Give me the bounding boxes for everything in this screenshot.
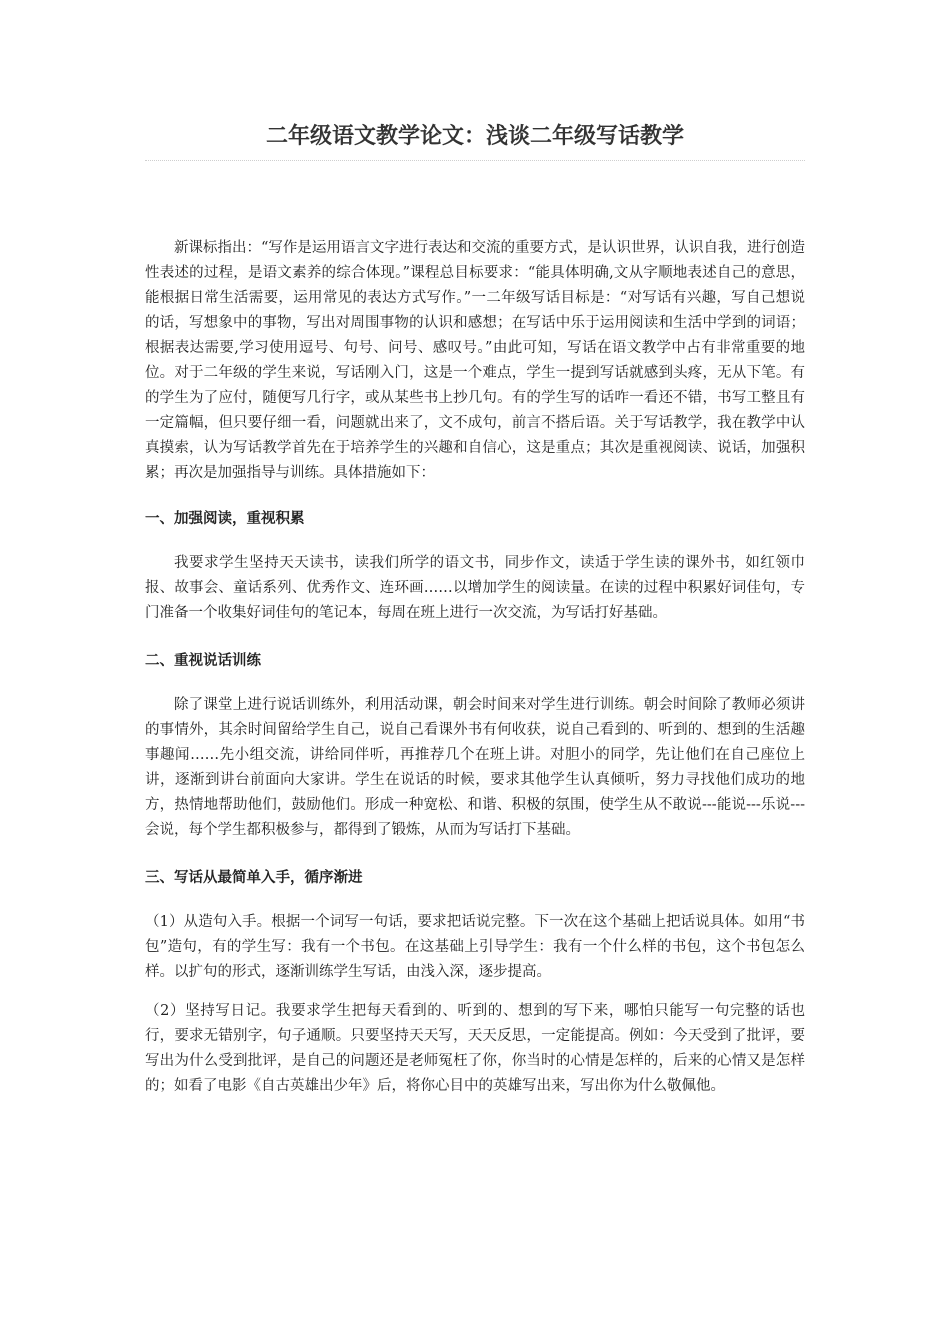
title-divider [145,160,805,161]
section-heading-1: 一、加强阅读，重视积累 [145,510,305,527]
intro-paragraph: 新课标指出：“写作是运用语言文字进行表达和交流的重要方式，是认识世界，认识自我，进行创造性表述的过程，是语文素养的综合体现。”课程总目标要求：“能具体明确,文从字顺地表述自己的意思，能根据日常生活需要，运用常见的表达方式写作。”一二年级写话目标是：“对写话有兴趣，写自己想说的话，写想象中的事物，写出对周围事物的认识和感想；在写话中乐于运用阅读和生活中学到的词语；根据表达需要,学习使用逗号、句号、问号、感叹号。”由此可知，写话在语文教学中占有非常重要的地位。对于二年级的学生来说，写话刚入门，这是一个难点，学生一提到写话就感到头疼，无从下笔。有的学生为了应付，随便写几行字，或从某些书上抄几句。有的学生写的话咋一看还不错，书写工整且有一定篇幅，但只要仔细一看，问题就出来了，文不成句，前言不搭后语。关于写话教学，我在教学中认真摸索，认为写话教学首先在于培养学生的兴趣和自信心，这是重点；其次是重视阅读、说话，加强积累；再次是加强指导与训练。具体措施如下： [145,240,805,481]
document-title: 二年级语文教学论文：浅谈二年级写话教学 [265,123,684,149]
section-3-paragraph-2: （2）坚持写日记。我要求学生把每天看到的、听到的、想到的写下来，哪怕只能写一句完整的话也行，要求无错别字，句子通顺。只要坚持天天写，天天反思，一定能提高。例如：今天受到了批评，要写出为什么受到批评，是自己的问题还是老师冤枉了你，你当时的心情是怎样的，后来的心情又是怎样的；如看了电影《自古英雄出少年》后，将你心目中的英雄写出来，写出你为什么敬佩他。 [145,1003,805,1094]
section-heading-2: 二、重视说话训练 [145,652,261,669]
document-body [145,236,805,1099]
section-2-paragraph-1: 除了课堂上进行说话训练外，利用活动课，朝会时间来对学生进行训练。朝会时间除了教师必须讲的事情外，其余时间留给学生自己，说自己看课外书有何收获，说自己看到的、听到的、想到的生活趣事趣闻……先小组交流，讲给同伴听，再推荐几个在班上讲。对胆小的同学，先让他们在自己座位上讲，逐渐到讲台前面向大家讲。学生在说话的时候，要求其他学生认真倾听，努力寻找他们成功的地方，热情地帮助他们，鼓励他们。形成一种宽松、和谐、积极的氛围，使学生从不敢说---能说---乐说---会说，每个学生都积极参与，都得到了锻炼，从而为写话打下基础。 [145,697,805,838]
section-1-paragraph-1: 我要求学生坚持天天读书，读我们所学的语文书，同步作文，读适于学生读的课外书，如红领巾报、故事会、童话系列、优秀作文、连环画……以增加学生的阅读量。在读的过程中积累好词佳句，专门准备一个收集好词佳句的笔记本，每周在班上进行一次交流，为写话打好基础。 [145,555,805,621]
section-3-paragraph-1: （1）从造句入手。根据一个词写一句话，要求把话说完整。下一次在这个基础上把话说具体。如用“书包”造句，有的学生写：我有一个书包。在这基础上引导学生：我有一个什么样的书包，这个书包怎么样。以扩句的形式，逐渐训练学生写话，由浅入深，逐步提高。 [145,914,805,980]
section-heading-3: 三、写话从最简单入手，循序渐进 [145,869,363,886]
